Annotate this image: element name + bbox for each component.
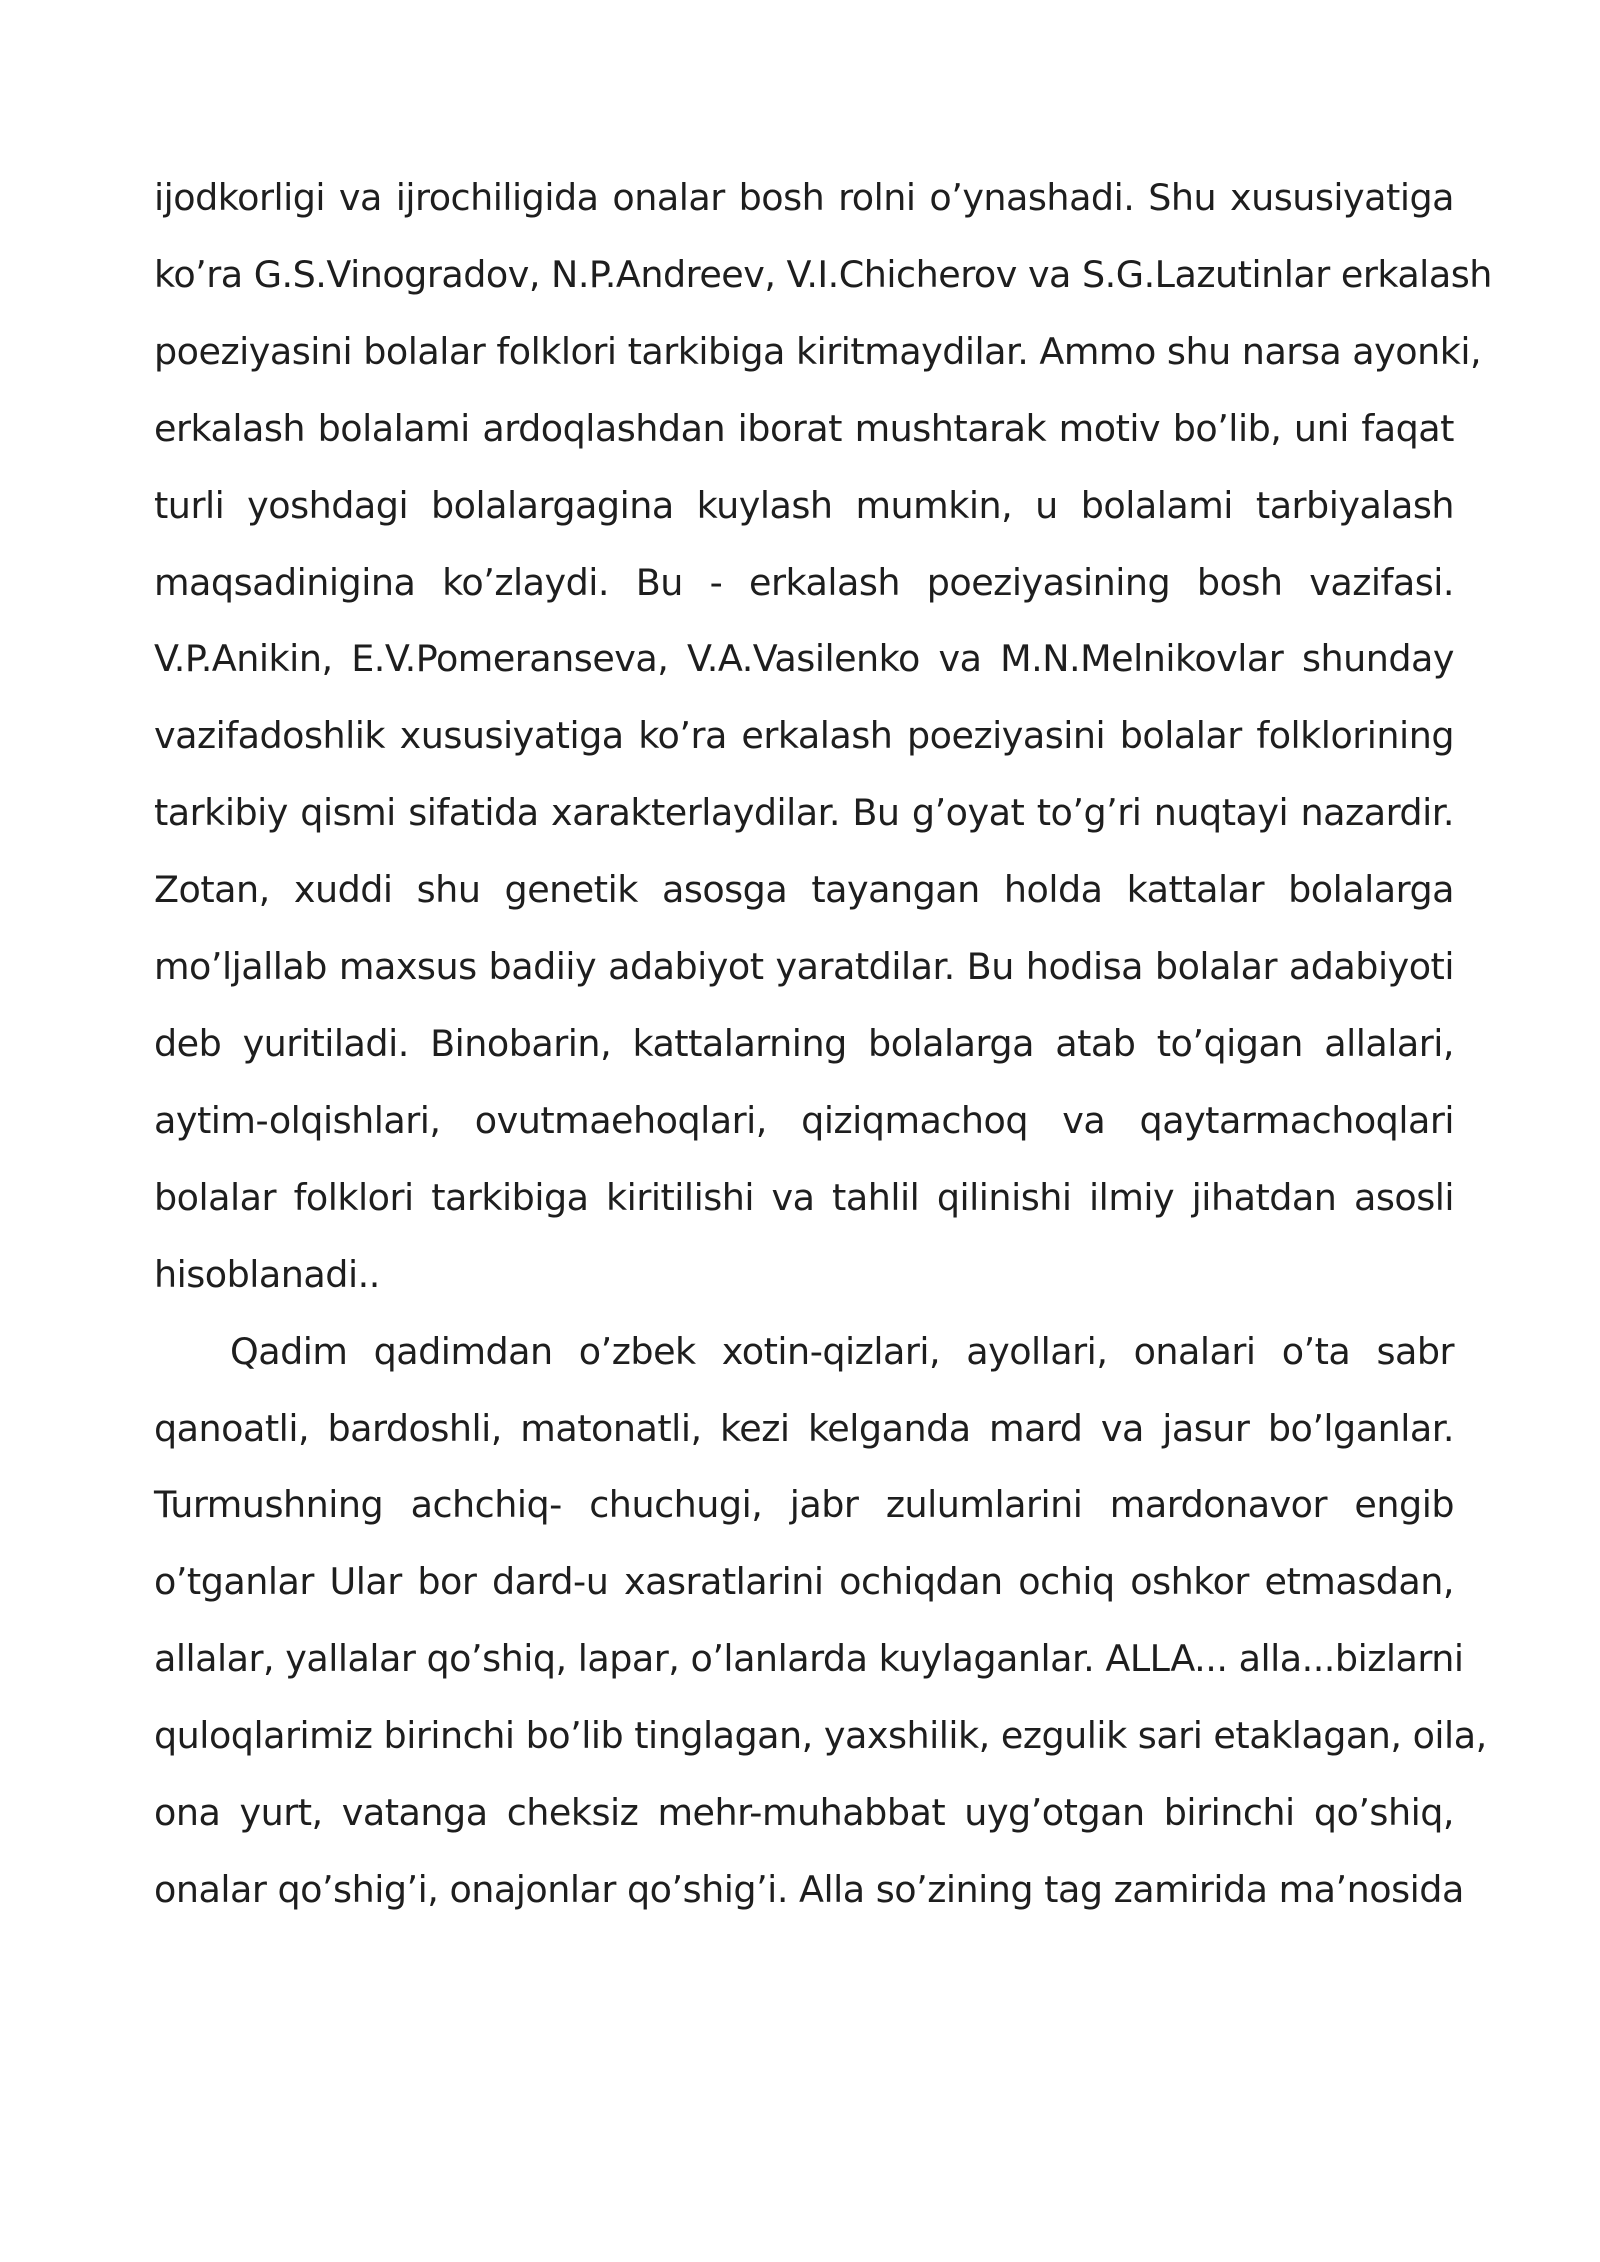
text-line: maqsadinigina ko’zlaydi. Bu - erkalash poeziyasining bosh vazifasi. (154, 560, 1454, 604)
text-line: deb yuritiladi. Binobarin, kattalarning bolalarga atab to’qigan allalari, (154, 1021, 1454, 1065)
text-line: Turmushning achchiq- chuchugi, jabr zulumlarini mardonavor engib (154, 1483, 1454, 1527)
text-line: onalar qo’shig’i, onajonlar qo’shig’i. Alla so’zining tag zamirida ma’nosida (154, 1867, 1464, 1911)
text-line: ko’ra G.S.Vinogradov, N.P.Andreev, V.I.Chicherov va S.G.Lazutinlar erkalash (154, 252, 1492, 296)
paragraph-1 (154, 160, 1492, 1314)
text-line: o’tganlar Ular bor dard-u xasratlarini ochiqdan ochiq oshkor etmasdan, (154, 1560, 1454, 1604)
text-line: ona yurt, vatanga cheksiz mehr-muhabbat uyg’otgan birinchi qo’shiq, (154, 1791, 1454, 1835)
text-line: tarkibiy qismi sifatida xarakterlaydilar. Bu g’oyat to’g’ri nuqtayi nazardir. (154, 791, 1454, 835)
text-line: mo’ljallab maxsus badiiy adabiyot yaratdilar. Bu hodisa bolalar adabiyoti (154, 945, 1454, 989)
document-page (154, 160, 1492, 1929)
paragraph-2 (154, 1314, 1487, 1929)
text-line: ijodkorligi va ijrochiligida onalar bosh rolni o’ynashadi. Shu xususiyatiga (154, 176, 1454, 219)
text-line: vazifadoshlik xususiyatiga ko’ra erkalash poeziyasini bolalar folklorining (154, 714, 1454, 758)
text-line: Qadim qadimdan o’zbek xotin-qizlari, ayollari, onalari o’ta sabr (230, 1329, 1454, 1373)
text-line: Zotan, xuddi shu genetik asosga tayangan holda kattalar bolalarga (154, 868, 1454, 912)
text-line: poeziyasini bolalar folklori tarkibiga kiritmaydilar. Ammo shu narsa ayonki, (154, 329, 1482, 373)
text-line: allalar, yallalar qo’shiq, lapar, o’lanlarda kuylaganlar. ALLA... alla...bizlarni (154, 1637, 1464, 1681)
text-line: aytim-olqishlari, ovutmaehoqlari, qiziqmachoq va qaytarmachoqlari (154, 1098, 1454, 1142)
text-line: erkalash bolalami ardoqlashdan iborat mushtarak motiv bo’lib, uni faqat (154, 406, 1454, 450)
text-line: V.P.Anikin, E.V.Pomeranseva, V.A.Vasilenko va M.N.Melnikovlar shunday (154, 637, 1454, 681)
text-line: qanoatli, bardoshli, matonatli, kezi kelganda mard va jasur bo’lganlar. (154, 1406, 1454, 1450)
text-line: bolalar folklori tarkibiga kiritilishi va tahlil qilinishi ilmiy jihatdan asosli (154, 1175, 1454, 1219)
text-line: turli yoshdagi bolalargagina kuylash mumkin, u bolalami tarbiyalash (154, 483, 1454, 527)
text-line: hisoblanadi.. (154, 1252, 380, 1296)
text-line: quloqlarimiz birinchi bo’lib tinglagan, yaxshilik, ezgulik sari etaklagan, oila, (154, 1714, 1487, 1758)
